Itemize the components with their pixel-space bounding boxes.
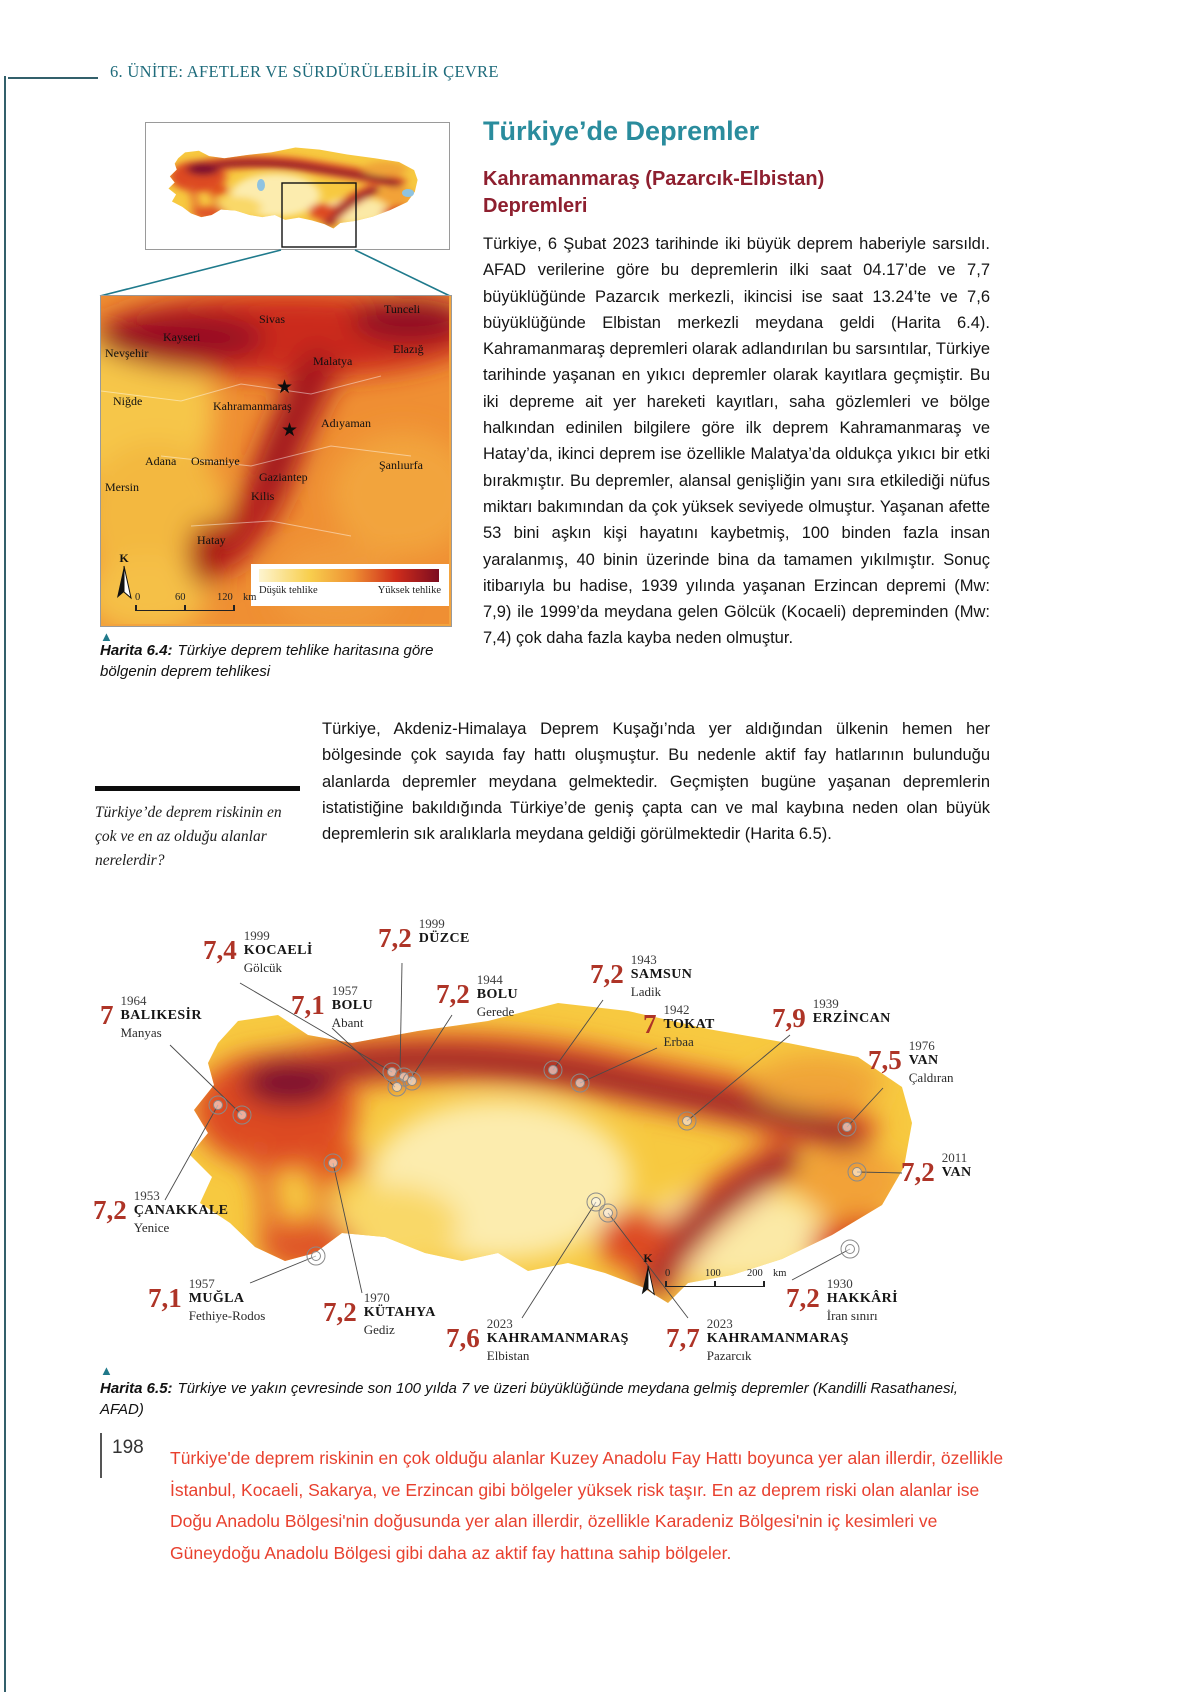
header-rule xyxy=(8,77,98,79)
body-paragraph-2: Türkiye, Akdeniz-Himalaya Deprem Kuşağı’nda yer aldığından ülkenin hemen her bölgesinde çok sayıda fay hattı oluşmuştur. Bu nedenle aktif fay hatlarının bulunduğu alanlarda depremler meydana gelmektedir. Geçmişten bugüne yaşanan depremlerin istatistiğine bakıldığında Türkiye’de geniş çapta can ve mal kaybına neden olan büyük depremlerin sık aralıklarla meydana geldiği görülmektedir (Harita 6.5). xyxy=(322,720,990,844)
caption-marker-icon: ▲ xyxy=(100,629,113,644)
map-city-label: Adana xyxy=(145,454,177,468)
map-scale: 0 100 200 km xyxy=(665,1268,797,1287)
map-city-label: Elazığ xyxy=(393,342,424,356)
earthquake-label-tokat: 7 1942 TOKAT Erbaa xyxy=(643,1002,715,1049)
page-number-rule xyxy=(100,1433,102,1478)
answer-text: Türkiye'de deprem riskinin en çok olduğu alanlar Kuzey Anadolu Fay Hattı boyunca yer alan illerdir, özellikle İstanbul, Kocaeli, Sakarya, ve Erzincan gibi bölgeler yüksek risk taşır. En az deprem riski olan alanlar ise Doğu Anadolu Bölgesi'nin doğusunda yer alan illerdir, özellikle Karadeniz Bölgesi'nin iç kesimleri ve Güneydoğu Anadolu Bölgesi gibi daha az aktif fay hattına sahip bölgeler. xyxy=(170,1448,1004,1563)
map-city-label: Gaziantep xyxy=(259,470,308,484)
map-city-label: Sivas xyxy=(259,312,286,326)
earthquake-label-duzce: 7,2 1999 DÜZCE xyxy=(378,916,470,953)
map2-caption xyxy=(100,1378,970,1420)
caption-text: Türkiye ve yakın çevresinde son 100 yılda 7 ve üzeri büyüklüğünde meydana gelmiş depremler (Kandilli Rasathanesi, AFAD) xyxy=(100,1380,958,1418)
section-subtitle: Kahramanmaraş (Pazarcık-Elbistan) Depremleri xyxy=(483,168,825,217)
map-city-label: Şanlıurfa xyxy=(379,458,423,472)
regional-hazard-map xyxy=(100,295,452,627)
body-paragraph-1: Türkiye, 6 Şubat 2023 tarihinde iki büyük deprem haberiyle sarsıldı. AFAD verilerine göre bu depremlerin ilki saat 04.17’de ve 7,7 büyüklüğünde Pazarcık merkezli, ikincisi ise saat 13.24’te ve 7,6 büyüklüğünde Elbistan merkezli meydana geldi (Harita 6.4). Kahramanmaraş depremleri olarak adlandırılan bu sarsıntılar, Türkiye tarihinde yaşanan en yıkıcı depremler olarak kayıtlara geçmiştir. Bu iki depreme ait yer hareketi kayıtları, saha gözlemleri ve bölge halkından edinilen bilgilere göre ilk deprem Kahramanmaraş ve Hatay’da, ikinci deprem ise özellikle Malatya’da oldukça yıkıcı bir etki bırakmıştır. Bu depremler, alansal genişliğin yanı sıra etkilediği nüfus miktarı bakımından da çok yüksek seviyede olmuştur. Yaşanan afette 53 bini aşkın kişi hayatını kaybetmiş, 100 binden fazla insan yaralanmış, 40 binin üzerinde bina da tamamen yıkılmıştır. Sonuç itibarıyla bu hadise, 1939 yılında yaşanan Erzincan depremi (Mw: 7,9) ile 1999’da meydana gelen Gölcük (Kocaeli) depreminden (Mw: 7,4) çok daha fazla kayba neden olmuştur. xyxy=(483,235,990,648)
caption-text: Türkiye deprem tehlike haritasına göre bölgenin deprem tehlikesi xyxy=(100,642,434,680)
map-city-label: Nevşehir xyxy=(105,346,149,360)
map-city-label: Hatay xyxy=(197,533,226,547)
map-city-label: Osmaniye xyxy=(191,454,240,468)
earthquake-label-kmaras-elbistan: 7,6 2023 KAHRAMANMARAŞ Elbistan xyxy=(446,1316,629,1363)
compass-icon xyxy=(638,1264,658,1298)
compass-north xyxy=(638,1252,658,1298)
earthquake-label-bolu-gerede: 7,2 1944 BOLU Gerede xyxy=(436,972,519,1019)
compass-letter: K xyxy=(119,551,129,565)
zoom-connector-lines xyxy=(90,248,460,298)
turkey-thumbnail-svg xyxy=(146,123,449,249)
page-number: 198 xyxy=(112,1437,144,1458)
caption-marker-icon: ▲ xyxy=(100,1363,113,1378)
earthquake-label-balikesir: 7 1964 BALIKESİR Manyas xyxy=(100,993,202,1040)
earthquake-label-van-2011: 7,2 2011 VAN xyxy=(901,1150,972,1187)
compass-icon xyxy=(113,564,135,602)
epicenter-star-icon: ★ xyxy=(281,420,299,441)
turkey-thumbnail-map xyxy=(145,122,450,250)
caption-label: Harita 6.4: xyxy=(100,642,173,659)
earthquake-label-kutahya: 7,2 1970 KÜTAHYA Gediz xyxy=(323,1290,436,1337)
legend-high-label: Yüksek tehlike xyxy=(377,585,441,596)
page-title: Türkiye’de Depremler xyxy=(483,116,760,146)
legend-low-label: Düşük tehlike xyxy=(259,585,318,596)
page-left-rule xyxy=(4,76,6,1692)
lake-icon xyxy=(402,189,414,197)
earthquake-label-erzincan: 7,9 1939 ERZİNCAN xyxy=(772,996,891,1033)
hazard-legend xyxy=(251,564,449,606)
lake-icon xyxy=(257,179,265,191)
earthquake-label-van-caldiran: 7,5 1976 VAN Çaldıran xyxy=(868,1038,954,1085)
map1-caption xyxy=(100,640,440,682)
sidebar-question: Türkiye’de deprem riskinin en çok ve en az olduğu alanlar nerelerdir? xyxy=(95,804,282,869)
earthquake-label-canakkale: 7,2 1953 ÇANAKKALE Yenice xyxy=(93,1188,229,1235)
caption-label: Harita 6.5: xyxy=(100,1380,173,1397)
hazard-gradient-bar xyxy=(259,569,439,582)
sidebar-rule xyxy=(95,786,300,791)
sidebar-question-block xyxy=(95,786,303,873)
earthquake-label-kocaeli: 7,4 1999 KOCAELİ Gölcük xyxy=(203,928,313,975)
earthquake-label-mugla: 7,1 1957 MUĞLA Fethiye-Rodos xyxy=(148,1276,266,1323)
map-city-label: Adıyaman xyxy=(321,416,371,430)
map-city-label: Kilis xyxy=(251,489,275,503)
map-city-label: Mersin xyxy=(105,480,139,494)
map-city-label: Malatya xyxy=(313,354,353,368)
map-city-label: Tunceli xyxy=(384,302,421,316)
map-scale: 0 60 120 km xyxy=(135,592,267,611)
map-city-label: Niğde xyxy=(113,394,143,408)
compass-north xyxy=(113,552,135,602)
epicenter-star-icon: ★ xyxy=(276,377,294,398)
earthquake-label-hakkari: 7,2 1930 HAKKÂRİ İran sınırı xyxy=(786,1276,898,1323)
earthquake-label-bolu-abant: 7,1 1957 BOLU Abant xyxy=(291,983,374,1030)
map-city-label: Kayseri xyxy=(163,330,201,344)
compass-letter: K xyxy=(643,1251,653,1265)
earthquake-label-kmaras-pazarcik: 7,7 2023 KAHRAMANMARAŞ Pazarcık xyxy=(666,1316,849,1363)
earthquake-map-section xyxy=(0,900,1184,1380)
earthquake-label-samsun: 7,2 1943 SAMSUN Ladik xyxy=(590,952,693,999)
unit-header: 6. ÜNİTE: AFETLER VE SÜRDÜRÜLEBİLİR ÇEVRE xyxy=(110,62,499,81)
map-city-label: Kahramanmaraş xyxy=(213,399,292,413)
